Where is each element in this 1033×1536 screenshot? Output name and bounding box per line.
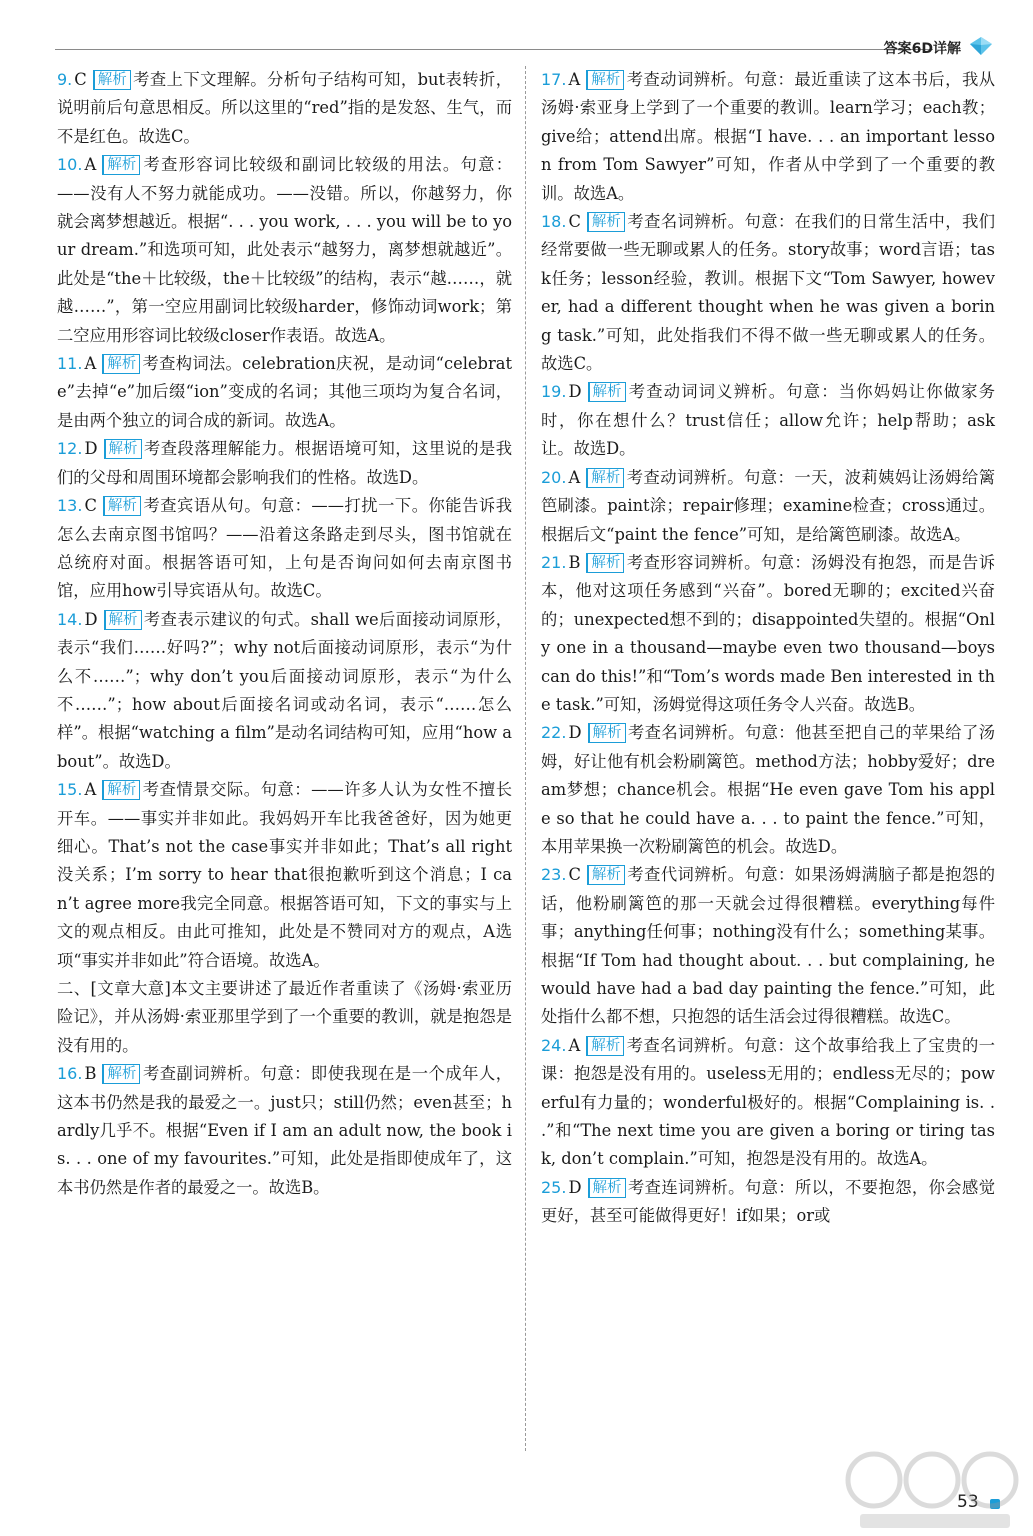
answer-letter: C — [84, 496, 97, 516]
answer-item — [57, 776, 512, 975]
analysis-tag: 解析 — [588, 1178, 626, 1198]
explanation-text: 考查动词辨析。句意：最近重读了这本书后，我从汤姆·索亚身上学到了一个重要的教训。learn学习；each教；give给；attend出席。根据“I have. . . an important lesson from Tom Sawyer”可知，作者从中学到了一个重要的教训。故选A。 — [541, 70, 995, 203]
explanation-text: 考查形容词辨析。句意：汤姆没有抱怨，而是告诉本，他对这项任务感到“兴奋”。bored无聊的；excited兴奋的；unexpected想不到的；disappointed失望的。根据“Only one in a thousand—maybe even two thousand—boys can do this!”和“Tom’s words made Ben interested in the task.”可知，汤姆觉得这项任务令人兴奋。故选B。 — [541, 552, 995, 714]
analysis-tag: 解析 — [103, 496, 141, 516]
answer-letter: C — [568, 865, 581, 885]
explanation-text: 考查名词辨析。句意：这个故事给我上了宝贵的一课：抱怨是没有用的。useless无用的；endless无尽的；powerful有力量的；wonderful极好的。根据“Complaining is. . .”和“The next time you are given a boring or tiring task, don’t complain.”可知，抱怨是没有用的。故选A。 — [541, 1035, 995, 1169]
analysis-tag: 解析 — [104, 439, 142, 459]
explanation-text: 考查代词辨析。句意：如果汤姆满脑子都是抱怨的话，他粉刷篱笆的那一天就会过得很糟糕。everything每件事；anything任何事；nothing没有什么；something某事。根据“If Tom had thought about. . . but complaining, he would have had a bad day painting the fence.”可知，此处指什么都不想，只抱怨的话生活会过得很糟糕。故选C。 — [541, 865, 995, 1027]
answer-letter: C — [74, 70, 87, 89]
question-number: 18. — [541, 212, 567, 232]
analysis-tag: 解析 — [93, 70, 131, 90]
explanation-text: 考查动词辨析。句意：一天，波莉姨妈让汤姆给篱笆刷漆。paint涂；repair修理；examine检查；cross通过。根据后文“paint the fence”可知，是给篱笆刷漆。故选A。 — [541, 467, 995, 544]
answer-item — [57, 1060, 512, 1202]
analysis-tag: 解析 — [102, 155, 140, 175]
watermark-logo — [840, 1440, 1030, 1536]
answer-item — [541, 719, 995, 861]
answer-letter: D — [568, 382, 582, 402]
left-column — [57, 66, 512, 1202]
analysis-tag: 解析 — [104, 610, 142, 630]
explanation-text: 考查情景交际。句意：——许多人认为女性不擅长开车。——事实并非如此。我妈妈开车比我爸爸好，因为她更细心。That’s not the case事实并非如此；That’s all right没关系；I’m sorry to hear that很抱歉听到这个消息；I can’t agree more我完全同意。根据答语可知，下文的事实与上文的观点相反。由此可推知，此处是不赞同对方的观点，A选项“事实并非如此”符合语境。故选A。 — [57, 780, 512, 970]
answer-item — [541, 464, 995, 549]
explanation-text: 考查名词辨析。句意：在我们的日常生活中，我们经常要做一些无聊或累人的任务。story故事；word言语；task任务；lesson经验，教训。根据下文“Tom Sawyer, however, had a different thought when he was given a boring task.”可知，此处指我们不得不做一些无聊或累人的任务。故选C。 — [541, 212, 995, 374]
analysis-tag: 解析 — [102, 1064, 140, 1084]
question-number: 10. — [57, 155, 83, 175]
answer-item — [541, 66, 995, 208]
answer-letter: C — [568, 212, 581, 232]
answer-item — [541, 378, 995, 463]
analysis-tag: 解析 — [586, 553, 624, 573]
explanation-text: 考查名词辨析。句意：他甚至把自己的苹果给了汤姆，好让他有机会粉刷篱笆。method方法；hobby爱好；dream梦想；chance机会。根据“He even gave Tom his apple so that he could have a. . . to paint the fence.”可知，本用苹果换一次粉刷篱笆的机会。故选D。 — [541, 723, 995, 856]
answer-item — [541, 208, 995, 378]
explanation-text: 考查连词辨析。句意：所以，不要抱怨，你会感觉更好，甚至可能做得更好！if如果；or或 — [541, 1177, 995, 1226]
answer-letter: A — [84, 155, 97, 175]
analysis-tag: 解析 — [102, 780, 140, 800]
explanation-text: 考查段落理解能力。根据语境可知，这里说的是我们的父母和周围环境都会影响我们的性格。故选D。 — [57, 439, 512, 487]
explanation-text: 考查宾语从句。句意：——打扰一下。你能告诉我怎么去南京图书馆吗？——沿着这条路走到尽头，图书馆就在总统府对面。根据答语可知，上句是否询问如何去南京图书馆，应用how引导宾语从句。故选C。 — [57, 496, 512, 601]
answer-item — [57, 606, 512, 776]
header-rule — [55, 49, 933, 50]
answer-item — [541, 1032, 995, 1174]
question-number: 12. — [57, 439, 83, 459]
page-number: 53 — [957, 1492, 979, 1512]
answer-letter: A — [84, 780, 97, 800]
column-divider — [525, 66, 526, 1451]
right-column — [541, 66, 995, 1231]
analysis-tag: 解析 — [587, 212, 625, 232]
explanation-text: 考查表示建议的句式。shall we后面接动词原形，表示“我们……好吗?”；why not后面接动词原形，表示“为什么不……”；why don’t you后面接动词原形，表示“为什么不……”；how about后面接名词或动名词，表示“……怎么样”。根据“watching a film”是动名词结构可知，应用“how about”。故选D。 — [57, 609, 512, 771]
answer-item — [541, 1174, 995, 1231]
explanation-text: 考查构词法。celebration庆祝，是动词“celebrate”去掉“e”加后缀“ion”变成的名词；其他三项均为复合名词，是由两个独立的词合成的新词。故选A。 — [57, 354, 512, 430]
analysis-tag: 解析 — [586, 468, 624, 488]
question-number: 17. — [541, 70, 567, 89]
answer-item — [541, 549, 995, 719]
explanation-text: 考查上下文理解。分析句子结构可知，but表转折，说明前后句意思相反。所以这里的“red”指的是发怒、生气，而不是红色。故选C。 — [57, 70, 512, 146]
answer-item — [57, 151, 512, 350]
analysis-tag: 解析 — [588, 382, 626, 402]
question-number: 16. — [57, 1064, 83, 1084]
question-number: 22. — [541, 723, 567, 743]
answer-letter: B — [84, 1064, 97, 1084]
answer-item — [57, 350, 512, 435]
answer-letter: A — [568, 467, 581, 487]
question-number: 19. — [541, 382, 567, 402]
header-brand: 答案6D详解 — [883, 41, 961, 57]
question-number: 25. — [541, 1177, 567, 1197]
analysis-tag: 解析 — [587, 865, 625, 885]
analysis-tag: 解析 — [588, 723, 626, 743]
diamond-icon — [969, 36, 993, 56]
question-number: 14. — [57, 609, 83, 629]
answer-item — [57, 66, 512, 151]
answer-letter: D — [84, 439, 98, 459]
passage-summary: 二、[文章大意]本文主要讲述了最近作者重读了《汤姆·索亚历险记》，并从汤姆·索亚那里学到了一个重要的教训，就是抱怨是没有用的。 — [57, 979, 512, 1055]
answer-letter: D — [568, 1177, 582, 1197]
analysis-tag: 解析 — [586, 1036, 624, 1056]
answer-letter: B — [568, 552, 581, 572]
explanation-text: 考查动词词义辨析。句意：当你妈妈让你做家务时，你在想什么？trust信任；allow允许；help帮助；ask让。故选D。 — [541, 382, 995, 459]
explanation-text: 考查形容词比较级和副词比较级的用法。句意：——没有人不努力就能成功。——没错。所以，你越努力，你就会离梦想越近。根据“. . . you work, . . . you will be to your dream.”和选项可知，此处表示“越努力，离梦想就越近”。此处是“the＋比较级，the＋比较级”的结构，表示“越……，就越……”，第一空应用副词比较级harder，修饰动词work；第二空应用形容词比较级closer作表语。故选A。 — [57, 155, 512, 345]
answer-letter: D — [568, 723, 582, 743]
question-number: 11. — [57, 354, 83, 374]
question-number: 24. — [541, 1035, 567, 1055]
question-number: 9. — [57, 70, 73, 89]
answer-item — [541, 861, 995, 1031]
answer-letter: A — [84, 354, 97, 374]
answer-letter: D — [84, 609, 98, 629]
answer-letter: A — [568, 70, 581, 89]
question-number: 21. — [541, 552, 567, 572]
analysis-tag: 解析 — [102, 354, 140, 374]
answer-item — [57, 492, 512, 606]
question-number: 13. — [57, 496, 83, 516]
question-number: 20. — [541, 467, 567, 487]
page-header — [0, 0, 1033, 60]
answer-letter: A — [568, 1035, 581, 1055]
answer-item — [57, 435, 512, 492]
question-number: 15. — [57, 780, 83, 800]
question-number: 23. — [541, 865, 567, 885]
explanation-text: 考查副词辨析。句意：即使我现在是一个成年人，这本书仍然是我的最爱之一。just只；still仍然；even甚至；hardly几乎不。根据“Even if I am an adult now, the book is. . . one of my favourites.”可知，此处是指即使成年了，这本书仍然是作者的最爱之一。故选B。 — [57, 1064, 512, 1197]
analysis-tag: 解析 — [586, 70, 624, 90]
